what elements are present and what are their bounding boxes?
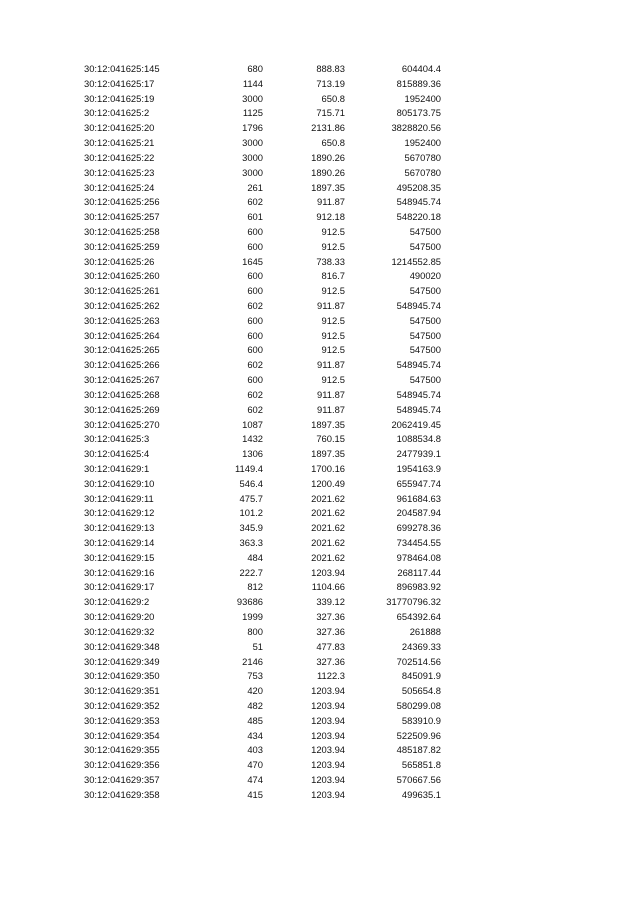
- rate-cell: 1897.35: [311, 181, 345, 193]
- cadastral-number-cell: 30:12:041629:353: [84, 714, 160, 726]
- rate-cell: 1890.26: [311, 166, 345, 178]
- area-cell: 3000: [242, 92, 263, 104]
- cadastral-number-cell: 30:12:041629:15: [84, 551, 155, 563]
- table-row: [0, 595, 640, 610]
- rate-cell: 477.83: [316, 640, 345, 652]
- area-cell: 261: [247, 181, 263, 193]
- value-cell: 547500: [409, 344, 441, 356]
- value-cell: 1952400: [404, 92, 441, 104]
- value-cell: 485187.82: [396, 744, 441, 756]
- area-cell: 101.2: [239, 507, 263, 519]
- value-cell: 2062419.45: [391, 418, 441, 430]
- value-cell: 547500: [409, 329, 441, 341]
- table-row: [0, 62, 640, 77]
- cadastral-number-cell: 30:12:041629:20: [84, 611, 155, 623]
- rate-cell: 2021.62: [311, 507, 345, 519]
- rate-cell: 1203.94: [311, 699, 345, 711]
- cadastral-number-cell: 30:12:041625:260: [84, 270, 160, 282]
- table-row: [0, 684, 640, 699]
- rate-cell: 1122.3: [317, 670, 345, 682]
- rate-cell: 327.36: [316, 611, 345, 623]
- table-row: [0, 403, 640, 418]
- cadastral-number-cell: 30:12:041629:352: [84, 699, 160, 711]
- rate-cell: 912.5: [321, 314, 345, 326]
- cadastral-number-cell: 30:12:041625:268: [84, 388, 160, 400]
- area-cell: 602: [247, 388, 263, 400]
- area-cell: 600: [247, 374, 263, 386]
- value-cell: 570667.56: [396, 774, 441, 785]
- rate-cell: 1200.49: [311, 477, 345, 489]
- cadastral-number-cell: 30:12:041629:351: [84, 685, 160, 697]
- rate-cell: 1104.66: [311, 581, 345, 593]
- rate-cell: 912.5: [321, 374, 345, 386]
- rate-cell: 650.8: [321, 92, 345, 104]
- cadastral-number-cell: 30:12:041625:269: [84, 403, 160, 415]
- table-row: [0, 255, 640, 270]
- area-cell: 600: [247, 225, 263, 237]
- rate-cell: 912.5: [321, 285, 345, 297]
- cadastral-number-cell: 30:12:041625:19: [84, 92, 155, 104]
- value-cell: 1088534.8: [396, 433, 441, 445]
- table-row: [0, 729, 640, 744]
- table-row: [0, 106, 640, 121]
- rate-cell: 1890.26: [311, 151, 345, 163]
- table-row: [0, 418, 640, 433]
- table-row: [0, 284, 640, 299]
- value-cell: 604404.4: [401, 63, 441, 74]
- rate-cell: 1203.94: [311, 788, 345, 800]
- area-cell: 602: [247, 403, 263, 415]
- rate-cell: 2021.62: [311, 537, 345, 548]
- area-cell: 1149.4: [235, 462, 263, 474]
- table-row: [0, 343, 640, 358]
- rate-cell: 327.36: [316, 625, 345, 637]
- cadastral-number-cell: 30:12:041625:17: [84, 77, 155, 89]
- area-cell: 602: [247, 359, 263, 371]
- value-cell: 522509.96: [396, 729, 441, 741]
- area-cell: 222.7: [239, 566, 263, 578]
- value-cell: 3828820.56: [391, 122, 441, 134]
- cadastral-number-cell: 30:12:041625:145: [84, 63, 160, 74]
- rate-cell: 2021.62: [311, 492, 345, 504]
- cadastral-number-cell: 30:12:041629:32: [84, 625, 155, 637]
- area-cell: 1144: [242, 77, 263, 89]
- table-row: [0, 551, 640, 566]
- rate-cell: 1203.94: [311, 685, 345, 697]
- area-cell: 600: [247, 344, 263, 356]
- cadastral-number-cell: 30:12:041625:24: [84, 181, 155, 193]
- area-cell: 600: [247, 329, 263, 341]
- cadastral-number-cell: 30:12:041625:3: [84, 433, 150, 445]
- rate-cell: 1203.94: [311, 714, 345, 726]
- area-cell: 600: [247, 314, 263, 326]
- area-cell: 600: [247, 285, 263, 297]
- value-cell: 565851.8: [401, 759, 441, 771]
- cadastral-number-cell: 30:12:041625:267: [84, 374, 160, 386]
- cadastral-number-cell: 30:12:041629:356: [84, 759, 160, 771]
- table-row: [0, 181, 640, 196]
- table-row: [0, 699, 640, 714]
- cadastral-number-cell: 30:12:041625:2: [84, 107, 150, 119]
- value-cell: 699278.36: [396, 522, 441, 534]
- value-cell: 702514.56: [396, 655, 441, 667]
- value-cell: 548220.18: [396, 211, 441, 223]
- area-cell: 1796: [242, 122, 263, 134]
- rate-cell: 738.33: [316, 255, 345, 267]
- area-cell: 2146: [242, 655, 263, 667]
- area-cell: 1087: [242, 418, 263, 430]
- table-row: [0, 388, 640, 403]
- area-cell: 345.9: [239, 522, 263, 534]
- table-row: [0, 314, 640, 329]
- cadastral-number-cell: 30:12:041625:258: [84, 225, 160, 237]
- table-row: [0, 225, 640, 240]
- value-cell: 547500: [409, 225, 441, 237]
- table-row: [0, 477, 640, 492]
- cadastral-number-cell: 30:12:041629:355: [84, 744, 160, 756]
- cadastral-number-cell: 30:12:041625:23: [84, 166, 155, 178]
- cadastral-number-cell: 30:12:041629:348: [84, 640, 160, 652]
- rate-cell: 760.15: [316, 433, 345, 445]
- area-cell: 93686: [236, 596, 263, 608]
- area-cell: 1306: [242, 448, 263, 460]
- table-row: [0, 566, 640, 581]
- table-row: [0, 121, 640, 136]
- cadastral-number-cell: 30:12:041629:357: [84, 774, 160, 785]
- table-row: [0, 773, 640, 788]
- rate-cell: 912.18: [316, 211, 345, 223]
- table-row: [0, 743, 640, 758]
- cadastral-number-cell: 30:12:041625:26: [84, 255, 155, 267]
- rate-cell: 911.87: [317, 388, 345, 400]
- value-cell: 896983.92: [396, 581, 441, 593]
- value-cell: 5670780: [404, 151, 441, 163]
- area-cell: 1645: [242, 255, 263, 267]
- value-cell: 583910.9: [401, 714, 441, 726]
- value-cell: 505654.8: [401, 685, 441, 697]
- value-cell: 2477939.1: [396, 448, 441, 460]
- table-row: [0, 521, 640, 536]
- rate-cell: 650.8: [321, 137, 345, 149]
- area-cell: 800: [247, 625, 263, 637]
- rate-cell: 1203.94: [311, 744, 345, 756]
- rate-cell: 2021.62: [311, 522, 345, 534]
- area-cell: 546.4: [239, 477, 263, 489]
- table-row: [0, 625, 640, 640]
- table-row: [0, 536, 640, 551]
- rate-cell: 912.5: [321, 225, 345, 237]
- value-cell: 261888: [409, 625, 441, 637]
- area-cell: 812: [247, 581, 263, 593]
- cadastral-number-cell: 30:12:041629:16: [84, 566, 155, 578]
- area-cell: 602: [247, 196, 263, 208]
- value-cell: 490020: [409, 270, 441, 282]
- value-cell: 815889.36: [396, 77, 441, 89]
- value-cell: 31770796.32: [386, 596, 441, 608]
- cadastral-number-cell: 30:12:041629:350: [84, 670, 160, 682]
- area-cell: 484: [247, 551, 263, 563]
- value-cell: 5670780: [404, 166, 441, 178]
- rate-cell: 1897.35: [311, 448, 345, 460]
- cadastral-number-cell: 30:12:041625:22: [84, 151, 155, 163]
- rate-cell: 339.12: [316, 596, 345, 608]
- value-cell: 499635.1: [401, 788, 441, 800]
- cadastral-number-cell: 30:12:041625:263: [84, 314, 160, 326]
- rate-cell: 816.7: [321, 270, 345, 282]
- cadastral-number-cell: 30:12:041625:20: [84, 122, 155, 134]
- table-row: [0, 269, 640, 284]
- rate-cell: 1203.94: [311, 729, 345, 741]
- table-row: [0, 669, 640, 684]
- table-row: [0, 195, 640, 210]
- table-row: [0, 758, 640, 773]
- value-cell: 495208.35: [396, 181, 441, 193]
- value-cell: 845091.9: [401, 670, 441, 682]
- table-row: [0, 299, 640, 314]
- area-cell: 51: [252, 640, 263, 652]
- rate-cell: 2021.62: [311, 551, 345, 563]
- area-cell: 415: [247, 788, 263, 800]
- rate-cell: 912.5: [321, 344, 345, 356]
- cadastral-number-cell: 30:12:041629:14: [84, 537, 155, 548]
- area-cell: 600: [247, 270, 263, 282]
- data-table: [0, 62, 640, 803]
- table-row: [0, 432, 640, 447]
- cadastral-number-cell: 30:12:041629:12: [84, 507, 155, 519]
- value-cell: 547500: [409, 240, 441, 252]
- table-row: [0, 77, 640, 92]
- area-cell: 601: [247, 211, 263, 223]
- rate-cell: 2131.86: [311, 122, 345, 134]
- area-cell: 482: [247, 699, 263, 711]
- area-cell: 602: [247, 300, 263, 311]
- area-cell: 420: [247, 685, 263, 697]
- value-cell: 1214552.85: [391, 255, 441, 267]
- cadastral-number-cell: 30:12:041625:261: [84, 285, 160, 297]
- value-cell: 1954163.9: [396, 462, 441, 474]
- table-row: [0, 580, 640, 595]
- value-cell: 268117.44: [397, 566, 441, 578]
- cadastral-number-cell: 30:12:041625:265: [84, 344, 160, 356]
- table-row: [0, 492, 640, 507]
- value-cell: 548945.74: [396, 300, 441, 311]
- table-row: [0, 610, 640, 625]
- rate-cell: 911.87: [317, 359, 345, 371]
- value-cell: 655947.74: [396, 477, 441, 489]
- cadastral-number-cell: 30:12:041629:354: [84, 729, 160, 741]
- cadastral-number-cell: 30:12:041625:259: [84, 240, 160, 252]
- table-row: [0, 329, 640, 344]
- area-cell: 1125: [242, 107, 263, 119]
- rate-cell: 715.71: [316, 107, 345, 119]
- table-row: [0, 166, 640, 181]
- area-cell: 3000: [242, 166, 263, 178]
- area-cell: 363.3: [239, 537, 263, 548]
- value-cell: 547500: [409, 374, 441, 386]
- table-row: [0, 240, 640, 255]
- value-cell: 1952400: [404, 137, 441, 149]
- value-cell: 654392.64: [396, 611, 441, 623]
- value-cell: 547500: [409, 314, 441, 326]
- area-cell: 680: [247, 63, 263, 74]
- table-row: [0, 447, 640, 462]
- cadastral-number-cell: 30:12:041629:2: [84, 596, 150, 608]
- area-cell: 1432: [242, 433, 263, 445]
- value-cell: 548945.74: [396, 196, 441, 208]
- rate-cell: 713.19: [316, 77, 345, 89]
- table-row: [0, 373, 640, 388]
- value-cell: 805173.75: [396, 107, 441, 119]
- table-row: [0, 655, 640, 670]
- area-cell: 753: [247, 670, 263, 682]
- cadastral-number-cell: 30:12:041629:13: [84, 522, 155, 534]
- area-cell: 475.7: [239, 492, 263, 504]
- table-row: [0, 640, 640, 655]
- table-row: [0, 136, 640, 151]
- rate-cell: 911.87: [317, 196, 345, 208]
- rate-cell: 1897.35: [311, 418, 345, 430]
- cadastral-number-cell: 30:12:041625:264: [84, 329, 160, 341]
- table-row: [0, 506, 640, 521]
- cadastral-number-cell: 30:12:041625:266: [84, 359, 160, 371]
- area-cell: 600: [247, 240, 263, 252]
- value-cell: 961684.63: [396, 492, 441, 504]
- table-row: [0, 358, 640, 373]
- value-cell: 548945.74: [396, 388, 441, 400]
- cadastral-number-cell: 30:12:041629:358: [84, 788, 160, 800]
- value-cell: 548945.74: [396, 403, 441, 415]
- value-cell: 580299.08: [396, 699, 441, 711]
- cadastral-number-cell: 30:12:041629:11: [84, 492, 154, 504]
- table-row: [0, 714, 640, 729]
- value-cell: 734454.55: [396, 537, 441, 548]
- rate-cell: 327.36: [316, 655, 345, 667]
- area-cell: 1999: [242, 611, 263, 623]
- area-cell: 403: [247, 744, 263, 756]
- cadastral-number-cell: 30:12:041625:270: [84, 418, 160, 430]
- rate-cell: 911.87: [317, 300, 345, 311]
- value-cell: 547500: [409, 285, 441, 297]
- cadastral-number-cell: 30:12:041625:262: [84, 300, 160, 311]
- cadastral-number-cell: 30:12:041629:17: [84, 581, 155, 593]
- cadastral-number-cell: 30:12:041629:349: [84, 655, 160, 667]
- area-cell: 470: [247, 759, 263, 771]
- table-row: [0, 92, 640, 107]
- area-cell: 485: [247, 714, 263, 726]
- cadastral-number-cell: 30:12:041625:257: [84, 211, 160, 223]
- area-cell: 3000: [242, 151, 263, 163]
- cadastral-number-cell: 30:12:041625:4: [84, 448, 150, 460]
- cadastral-number-cell: 30:12:041625:256: [84, 196, 160, 208]
- area-cell: 434: [247, 729, 263, 741]
- cadastral-number-cell: 30:12:041629:10: [84, 477, 155, 489]
- value-cell: 978464.08: [396, 551, 441, 563]
- table-row: [0, 462, 640, 477]
- area-cell: 3000: [242, 137, 263, 149]
- rate-cell: 888.83: [316, 63, 345, 74]
- cadastral-number-cell: 30:12:041625:21: [84, 137, 155, 149]
- value-cell: 204587.94: [396, 507, 441, 519]
- value-cell: 24369.33: [401, 640, 441, 652]
- table-row: [0, 151, 640, 166]
- cadastral-number-cell: 30:12:041629:1: [84, 462, 150, 474]
- rate-cell: 1203.94: [311, 774, 345, 785]
- value-cell: 548945.74: [396, 359, 441, 371]
- table-row: [0, 210, 640, 225]
- table-row: [0, 788, 640, 803]
- rate-cell: 912.5: [321, 240, 345, 252]
- rate-cell: 1203.94: [311, 566, 345, 578]
- rate-cell: 912.5: [321, 329, 345, 341]
- rate-cell: 1203.94: [311, 759, 345, 771]
- rate-cell: 911.87: [317, 403, 345, 415]
- rate-cell: 1700.16: [311, 462, 345, 474]
- area-cell: 474: [247, 774, 263, 785]
